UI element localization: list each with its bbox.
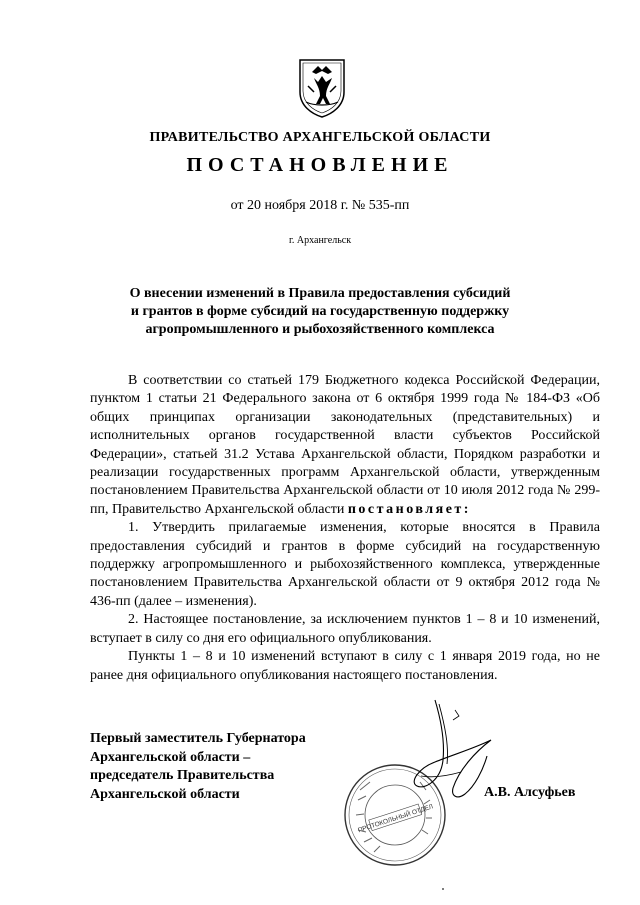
title-line: О внесении изменений в Правила предоставления субсидий <box>129 286 511 301</box>
stamp-text: ПРОТОКОЛЬНЫЙ ОТДЕЛ <box>357 803 435 835</box>
coat-of-arms-emblem <box>298 58 346 118</box>
intro-paragraph <box>90 372 600 519</box>
document-body <box>90 372 600 685</box>
city-name: г. Архангельск <box>288 235 352 246</box>
position-line: председатель Правительства <box>90 768 275 783</box>
paragraph-1: 1. Утвердить прилагаемые изменения, которые вносятся в Правила предоставления субсидий и грантов в форме субсидий на государственную поддержку агропромышленного и рыбохозяйственного комплекса, утвержденные постановлением Правительства Архангельской области от 9 октября 2012 года № 436-пп (далее – изменения). <box>90 520 600 609</box>
resolves-word: постановляет <box>347 501 464 517</box>
page-mark <box>442 888 444 890</box>
position-line: Архангельской области – <box>90 749 251 765</box>
date-and-number: от 20 ноября 2018 г. № 535-пп <box>230 198 410 213</box>
document-title <box>110 285 530 339</box>
resolves-colon: : <box>463 501 469 517</box>
organization-name: ПРАВИТЕЛЬСТВО АРХАНГЕЛЬСКОЙ ОБЛАСТИ <box>149 130 491 145</box>
position-line: Архангельской области <box>90 786 240 802</box>
document-type: ПОСТАНОВЛЕНИЕ <box>186 154 454 176</box>
intro-text: В соответствии со статьей 179 Бюджетного кодекса Российской Федерации, пунктом 1 статьи 21 Федерального закона от 6 октября 1999 года № 184-ФЗ «Об общих принципах организации законодательных (представительных) и исполнительных органов государственной власти субъектов Российской Федерации», статьей 31.2 Устава Архангельской области, Порядком разработки и реализации государственных программ Архангельской области, утвержденным постановлением Правительства Архангельской области от 10 июля 2012 года № 299-пп, Правительство Архангельской области <box>90 373 600 517</box>
position-line: Первый заместитель Губернатора <box>90 731 306 746</box>
paragraph-3: Пункты 1 – 8 и 10 изменений вступают в силу с 1 января 2019 года, но не ранее дня официального опубликования настоящего постановления. <box>90 649 600 683</box>
paragraph-2: 2. Настоящее постановление, за исключением пунктов 1 – 8 и 10 изменений, вступает в силу со дня его официального опубликования. <box>90 612 600 646</box>
signatory-name: А.В. Алсуфьев <box>484 785 576 800</box>
signatory-position <box>90 730 306 804</box>
title-line: агропромышленного и рыбохозяйственного комплекса <box>145 322 495 337</box>
title-line: и грантов в форме субсидий на государственную поддержку <box>130 304 510 319</box>
